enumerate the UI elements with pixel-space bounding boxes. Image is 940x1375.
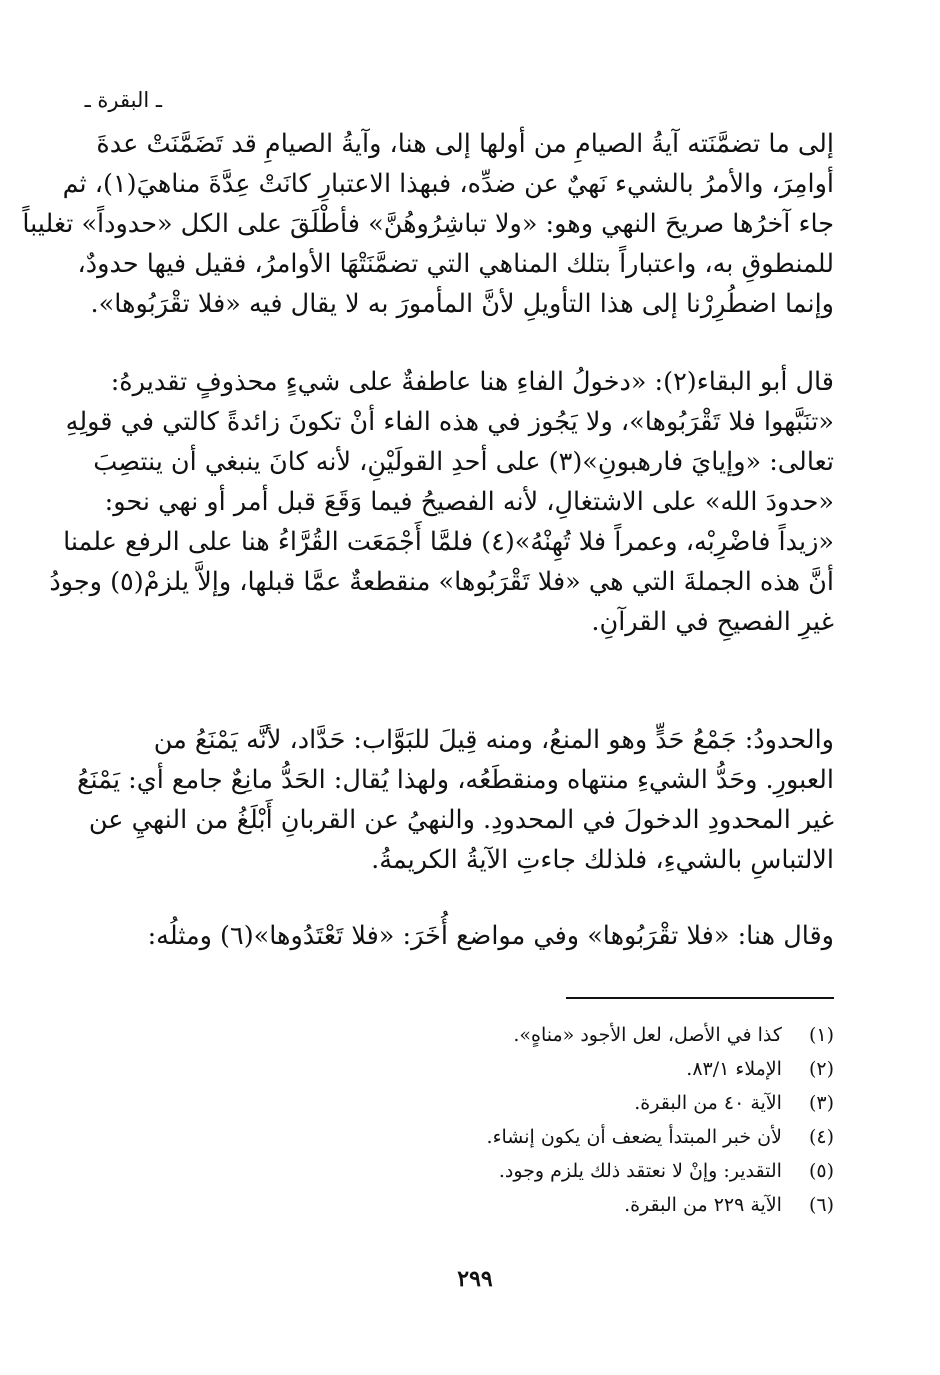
footnote-2 (106, 1052, 834, 1086)
footnote-4 (106, 1120, 834, 1154)
footnote-text: الإملاء ٨٣/١. (686, 1058, 782, 1080)
paragraph-3 (76, 720, 834, 880)
text-line: وقال هنا: «فلا تقْرَبُوها» وفي مواضع أُخَرَ: «فلا تَعْتَدُوها»(٦) ومثلُه: (147, 921, 834, 951)
footnotes (106, 1018, 834, 1222)
text-line: «حدودَ الله» على الاشتغالِ، لأنه الفصيحُ فيما وَقَعَ قبل أمر أو نهي نحو: (104, 487, 834, 517)
page-number: ٢٩٩ (457, 1266, 493, 1292)
footnote-number: (١) (808, 1024, 834, 1046)
paragraph-4 (106, 916, 834, 956)
text-line: وإنما اضطُرِرْنا إلى هذا التأويلِ لأنَّ المأمورَ به لا يقال فيه «فلا تقْرَبُوها». (90, 289, 834, 319)
text-line: للمنطوقِ به، واعتباراً بتلك المناهي التي تضمَّنَتْهَا الأوامرُ، فقيل فيها حدودٌ، (77, 249, 834, 279)
text-line: «تنَبَّهوا فلا تَقْرَبُوها»، ولا يَجُوز في هذه الفاء أنْ تكونَ زائدةً كالتي في قولِهِ (65, 407, 834, 437)
footnote-text: الآية ٢٢٩ من البقرة. (624, 1194, 782, 1216)
footnote-text: كذا في الأصل، لعل الأجود «مناهٍ». (513, 1024, 782, 1046)
text-line: جاء آخرُها صريحَ النهي وهو: «ولا تباشِرُوهُنَّ» فأطْلَقَ على الكل «حدوداً» تغليباً (22, 209, 834, 239)
footnote-5 (106, 1154, 834, 1188)
text-line: أوامِرَ، والأمرُ بالشيء نَهيٌ عن ضدِّه، فبهذا الاعتبارِ كانَتْ عِدَّةَ مناهيَ(١)، ثم (62, 169, 834, 199)
footnote-1 (106, 1018, 834, 1052)
footnote-number: (٣) (808, 1092, 834, 1114)
footnote-number: (٤) (808, 1126, 834, 1148)
text-line: غير المحدودِ الدخولَ في المحدودِ. والنهيُ عن القربانِ أَبْلَغُ من النهيِ عن (88, 805, 834, 835)
text-line: «زيداً فاضْرِبْه، وعمراً فلا تُهِنْهُ»(٤) فلمَّا أَجْمَعَت القُرَّاءُ هنا على الرفع علمنا (63, 527, 834, 557)
footnote-6 (106, 1188, 834, 1222)
text-line: والحدودُ: جَمْعُ حَدٍّ وهو المنعُ، ومنه قِيلَ للبَوَّاب: حَدَّاد، لأنَّه يَمْنَعُ من (153, 725, 834, 755)
text-line: قال أبو البقاء(٢): «دخولُ الفاءِ هنا عاطفةٌ على شيءٍ محذوفٍ تقديرهُ: (110, 367, 834, 397)
footnote-number: (٢) (808, 1058, 834, 1080)
text-line: أنَّ هذه الجملةَ التي هي «فلا تَقْرَبُوها» منقطعةٌ عمَّا قبلها، وإلاَّ يلزمْ(٥) وجودُ (49, 567, 834, 597)
footnote-number: (٥) (808, 1160, 834, 1182)
footnote-text: الآية ٤٠ من البقرة. (634, 1092, 782, 1114)
footnote-text: التقدير: وإنْ لا نعتقد ذلك يلزم وجود. (498, 1160, 782, 1182)
running-header: ـ البقرة ـ (84, 88, 162, 112)
footnote-3 (106, 1086, 834, 1120)
footnote-separator (566, 997, 834, 999)
footnote-text: لأن خبر المبتدأ يضعف أن يكون إنشاء. (486, 1126, 782, 1148)
text-line: غيرِ الفصيحِ في القرآنِ. (591, 607, 834, 637)
footnote-number: (٦) (808, 1194, 834, 1216)
paragraph-2 (49, 362, 834, 642)
text-line: إلى ما تضمَّنَته آيةُ الصيامِ من أولها إلى هنا، وآيةُ الصيامِ قد تَضَمَّنَتْ عدةَ (96, 129, 834, 159)
paragraph-1 (22, 124, 834, 324)
text-line: العبورِ. وحَدُّ الشيءِ منتهاه ومنقطَعُه، ولهذا يُقال: الحَدُّ مانِعٌ جامع أي: يَمْنَعُ (76, 765, 834, 795)
text-line: الالتباسِ بالشيءِ، فلذلك جاءتِ الآيةُ الكريمةُ. (371, 845, 834, 875)
text-line: تعالى: «وإيايَ فارهبونِ»(٣) على أحدِ القولَيْنِ، لأنه كانَ ينبغي أن ينتصِبَ (93, 447, 834, 477)
